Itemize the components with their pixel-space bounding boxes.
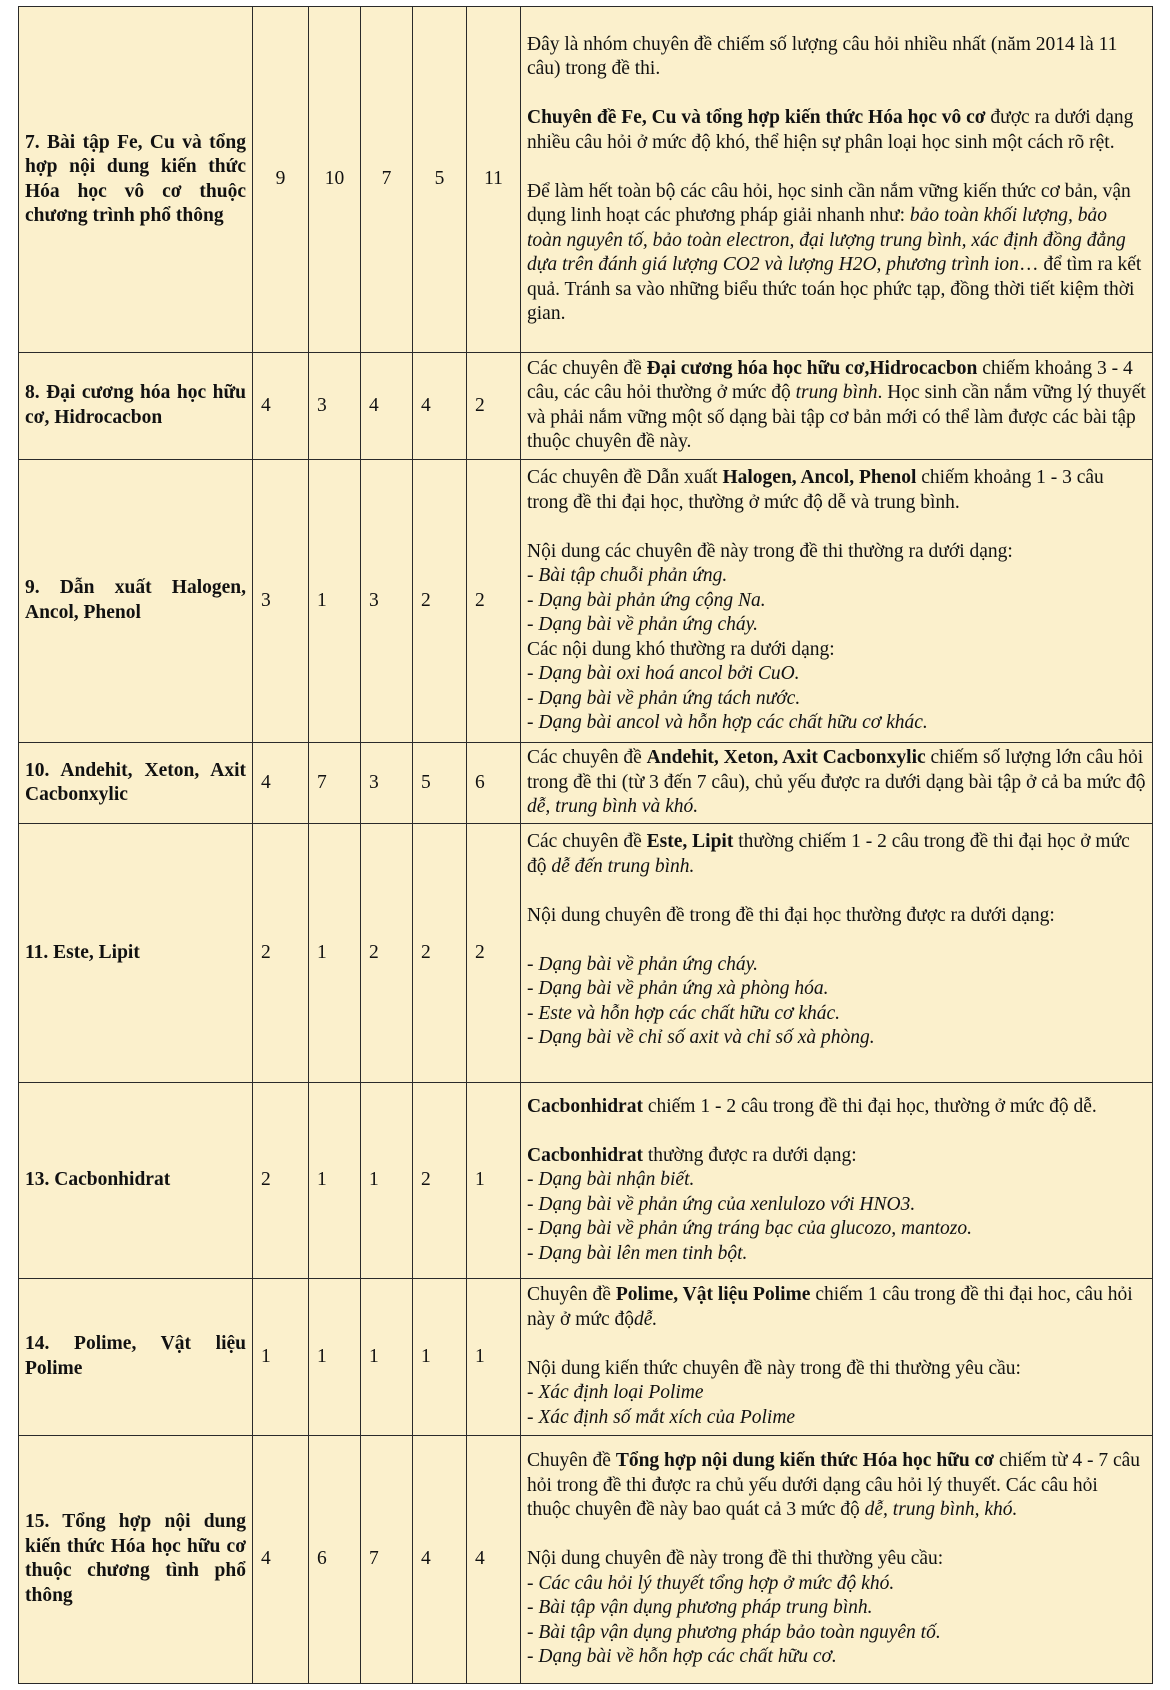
description-paragraph: - Bài tập vận dụng phương pháp trung bình. [527,1597,873,1619]
description-paragraph: Các chuyên đề Este, Lipit thường chiếm 1 - 2 câu trong đề thi đại học ở mức độ dễ đến trung bình. [527,831,1130,877]
question-count-cell: 4 [467,1435,521,1683]
question-count-cell: 5 [413,743,467,824]
topic-cell: 9. Dẫn xuất Halogen, Ancol, Phenol [19,459,253,743]
question-count-cell: 4 [253,353,309,459]
question-count-cell: 1 [253,1278,309,1435]
question-count-cell: 1 [413,1278,467,1435]
table-row [19,1435,1153,1683]
question-count-cell: 1 [361,1082,413,1278]
description-paragraph: Chuyên đề Tổng hợp nội dung kiến thức Hóa học hữu cơ chiếm từ 4 - 7 câu hỏi trong đề thi được ra chủ yếu dưới dạng câu hỏi lý thuyết. Các câu hỏi thuộc chuyên đề này bao quát cả 3 mức độ dễ, trung bình, khó. [527,1450,1140,1521]
table-row [19,1278,1153,1435]
description-paragraph: - Este và hỗn hợp các chất hữu cơ khác. [527,1002,841,1024]
question-count-cell: 1 [309,824,361,1082]
description-paragraph: Các chuyên đề Đại cương hóa học hữu cơ,Hidrocacbon chiếm khoảng 3 - 4 câu, các câu hỏi thường ở mức độ trung bình. Học sinh cần nắm vững lý thuyết và phải nắm vững một số dạng bài tập cơ bản mới có thể làm được các bài tập thuộc chuyên đề này. [527,357,1146,453]
question-count-cell: 9 [253,7,309,353]
description-paragraph: Để làm hết toàn bộ các câu hỏi, học sinh cần nắm vững kiến thức cơ bản, vận dụng linh hoạt các phương pháp giải nhanh như: bảo toàn khối lượng, bảo toàn nguyên tố, bảo toàn electron, đại lượng trung bình, xác định đồng đẳng dựa trên đánh giá lượng CO2 và lượng H2O, phương trình ion… để tìm ra kết quả. Tránh sa vào những biểu thức toán học phức tạp, đồng thời tiết kiệm thời gian. [527,180,1142,325]
question-count-cell: 5 [413,7,467,353]
description-paragraph: - Xác định loại Polime [527,1382,704,1404]
description-paragraph [527,879,1146,904]
question-count-cell: 2 [413,459,467,743]
question-count-cell: 2 [361,824,413,1082]
description-paragraph: - Dạng bài về phản ứng xà phòng hóa. [527,978,829,1000]
description-cell [521,743,1153,824]
description-paragraph: - Dạng bài về phản ứng cháy. [527,614,759,636]
question-count-cell: 1 [467,1082,521,1278]
question-count-cell: 3 [361,459,413,743]
description-paragraph: - Bài tập vận dụng phương pháp bảo toàn nguyên tố. [527,1621,941,1643]
question-count-cell: 2 [413,1082,467,1278]
description-paragraph: Đây là nhóm chuyên đề chiếm số lượng câu hỏi nhiều nhất (năm 2014 là 11 câu) trong đề thi. [527,33,1118,80]
description-cell [521,1082,1153,1278]
topic-cell: 11. Este, Lipit [19,824,253,1082]
description-paragraph: - Dạng bài về phản ứng tráng bạc của glucozo, mantozo. [527,1218,973,1240]
description-paragraph [527,1119,1146,1144]
description-paragraph: - Dạng bài lên men tinh bột. [527,1242,748,1264]
table-row [19,7,1153,353]
description-cell [521,1278,1153,1435]
question-count-cell: 1 [309,1278,361,1435]
description-paragraph: - Xác định số mắt xích của Polime [527,1406,796,1428]
question-count-cell: 1 [361,1278,413,1435]
description-paragraph: Nội dung chuyên đề trong đề thi đại học thường được ra dưới dạng: [527,904,1055,926]
question-count-cell: 7 [361,7,413,353]
question-count-cell: 3 [253,459,309,743]
question-count-cell: 4 [253,1435,309,1683]
question-count-cell: 4 [253,743,309,824]
description-paragraph: - Dạng bài về phản ứng tách nước. [527,687,801,709]
table-row [19,743,1153,824]
description-paragraph: Chuyên đề Polime, Vật liệu Polime chiếm 1 câu trong đề thi đại hoc, câu hỏi này ở mức độdễ. [527,1284,1133,1330]
topic-cell: 13. Cacbonhidrat [19,1082,253,1278]
question-count-cell: 4 [361,353,413,459]
table-body [19,7,1153,1684]
question-count-cell: 1 [309,459,361,743]
question-count-cell: 4 [413,1435,467,1683]
question-count-cell: 2 [413,824,467,1082]
description-paragraph [527,1332,1146,1357]
description-paragraph: - Dạng bài ancol và hỗn hợp các chất hữu cơ khác. [527,712,928,734]
description-paragraph [527,928,1146,953]
topic-cell: 8. Đại cương hóa học hữu cơ, Hidrocacbon [19,353,253,459]
table-row [19,824,1153,1082]
topic-cell: 7. Bài tập Fe, Cu và tổng hợp nội dung kiến thức Hóa học vô cơ thuộc chương trình phổ thông [19,7,253,353]
question-count-cell: 2 [467,459,521,743]
question-count-cell: 6 [467,743,521,824]
description-paragraph [527,1523,1146,1548]
description-paragraph: - Dạng bài oxi hoá ancol bởi CuO. [527,663,800,685]
topic-cell: 14. Polime, Vật liệu Polime [19,1278,253,1435]
description-paragraph [527,82,1146,107]
description-cell [521,353,1153,459]
question-count-cell: 11 [467,7,521,353]
description-cell [521,7,1153,353]
description-paragraph: Cacbonhidrat chiếm 1 - 2 câu trong đề thi đại học, thường ở mức độ dễ. [527,1095,1097,1117]
topic-cell: 10. Andehit, Xeton, Axit Cacbonxylic [19,743,253,824]
description-paragraph: - Dạng bài về phản ứng cháy. [527,953,759,975]
description-paragraph [527,1051,1146,1076]
question-count-cell: 1 [467,1278,521,1435]
table-row [19,353,1153,459]
description-paragraph: - Dạng bài về phản ứng của xenlulozo với HNO3. [527,1193,916,1215]
question-count-cell: 4 [413,353,467,459]
description-paragraph: - Dạng bài về chỉ số axit và chỉ số xà phòng. [527,1027,875,1049]
description-paragraph: Các chuyên đề Andehit, Xeton, Axit Cacbonxylic chiếm số lượng lớn câu hỏi trong đề thi (từ 3 đến 7 câu), chủ yếu được ra dưới dạng bài tập ở cả ba mức độ dễ, trung bình và khó. [527,747,1146,818]
question-count-cell: 1 [309,1082,361,1278]
description-paragraph: Chuyên đề Fe, Cu và tổng hợp kiến thức Hóa học vô cơ được ra dưới dạng nhiều câu hỏi ở mức độ khó, thể hiện sự phân loại học sinh một cách rõ rệt. [527,107,1134,153]
question-count-cell: 2 [253,824,309,1082]
topic-cell: 15. Tổng hợp nội dung kiến thức Hóa học hữu cơ thuộc chương tình phổ thông [19,1435,253,1683]
description-paragraph: Các chuyên đề Dẫn xuất Halogen, Ancol, Phenol chiếm khoảng 1 - 3 câu trong đề thi đại học, thường ở mức độ dễ và trung bình. [527,467,1104,513]
description-paragraph: - Dạng bài nhận biết. [527,1169,695,1191]
description-paragraph: - Bài tập chuỗi phản ứng. [527,565,728,587]
description-cell [521,824,1153,1082]
description-paragraph: - Dạng bài phản ứng cộng Na. [527,589,766,611]
table-row [19,1082,1153,1278]
table-row [19,459,1153,743]
description-paragraph: - Dạng bài về hỗn hợp các chất hữu cơ. [527,1646,837,1668]
description-paragraph: Nội dung các chuyên đề này trong đề thi thường ra dưới dạng: [527,540,1013,562]
question-count-cell: 2 [253,1082,309,1278]
description-cell [521,1435,1153,1683]
question-count-cell: 7 [309,743,361,824]
description-paragraph: Nội dung kiến thức chuyên đề này trong đề thi thường yêu cầu: [527,1357,1021,1379]
description-cell [521,459,1153,743]
question-count-cell: 10 [309,7,361,353]
question-count-cell: 3 [309,353,361,459]
description-paragraph: Cacbonhidrat thường được ra dưới dạng: [527,1144,857,1166]
exam-topic-table [18,6,1153,1684]
description-paragraph [527,515,1146,540]
question-count-cell: 3 [361,743,413,824]
description-paragraph: Các nội dung khó thường ra dưới dạng: [527,638,835,660]
question-count-cell: 2 [467,824,521,1082]
description-paragraph [527,155,1146,180]
question-count-cell: 2 [467,353,521,459]
question-count-cell: 7 [361,1435,413,1683]
description-paragraph: - Các câu hỏi lý thuyết tổng hợp ở mức độ khó. [527,1572,895,1594]
description-paragraph: Nội dung chuyên đề này trong đề thi thường yêu cầu: [527,1548,944,1570]
question-count-cell: 6 [309,1435,361,1683]
